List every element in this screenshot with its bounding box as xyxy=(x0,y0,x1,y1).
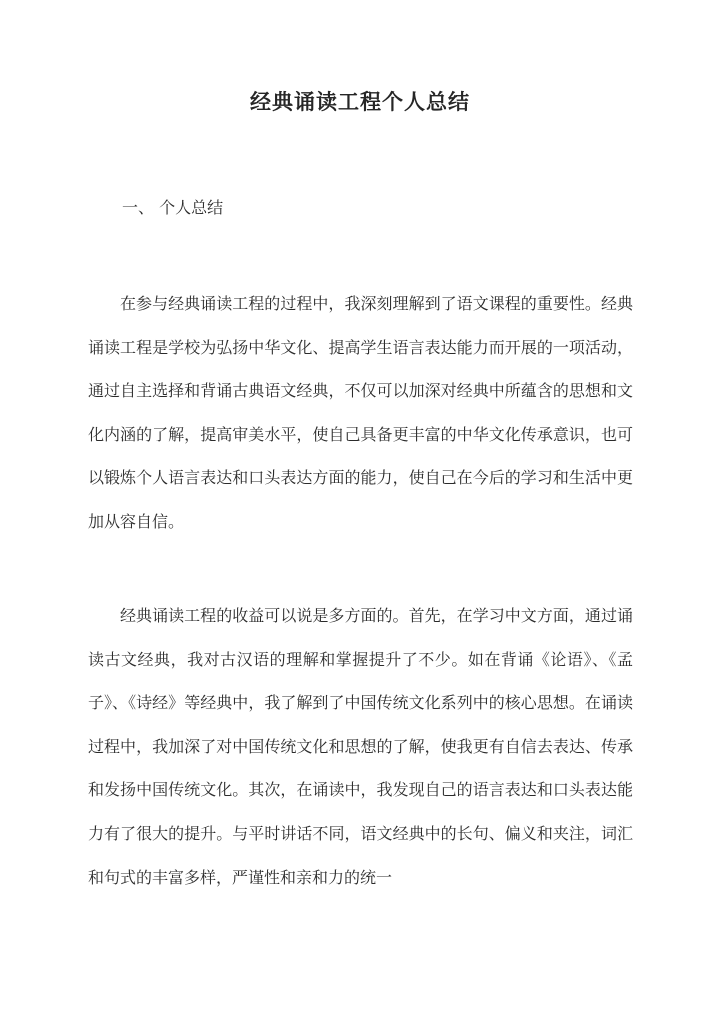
body-paragraph-1: 在参与经典诵读工程的过程中，我深刻理解到了语文课程的重要性。经典诵读工程是学校为弘扬中华文化、提高学生语言表达能力而开展的一项活动，通过自主选择和背诵古典语文经典，不仅可以加深对经典中所蕴含的思想和文化内涵的了解，提高审美水平，使自己具备更丰富的中华文化传承意识，也可以锻炼个人语言表达和口头表达方面的能力，使自己在今后的学习和生活中更加从容自信。 xyxy=(88,294,633,531)
body-paragraph-2: 经典诵读工程的收益可以说是多方面的。首先，在学习中文方面，通过诵读古文经典，我对古汉语的理解和掌握提升了不少。如在背诵《论语》、《孟子》、《诗经》等经典中，我了解到了中国传统文化系列中的核心思想。在诵读过程中，我加深了对中国传统文化和思想的了解，使我更有自信去表达、传承和发扬中国传统文化。其次，在诵读中，我发现自己的语言表达和口头表达能力有了很大的提升。与平时讲话不同，语文经典中的长句、偏义和夹注，词汇和句式的丰富多样，严谨性和亲和力的统一 xyxy=(88,606,633,887)
section-heading: 一、 个人总结 xyxy=(122,198,224,217)
document-title: 经典诵读工程个人总结 xyxy=(250,89,470,114)
